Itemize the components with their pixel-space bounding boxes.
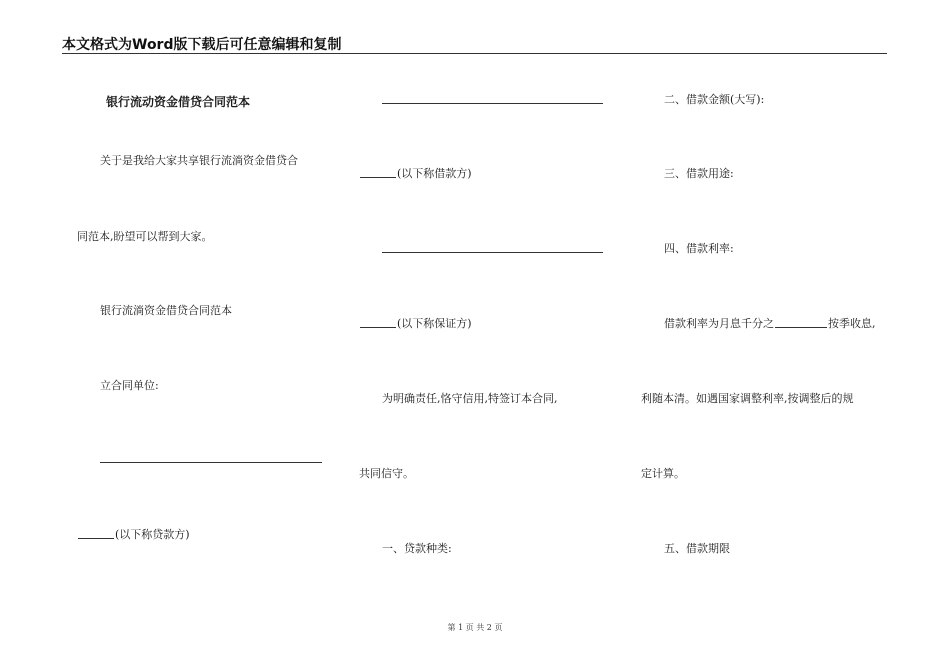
borrower-name-blank-line (382, 103, 603, 104)
borrower-blank (360, 176, 396, 178)
contract-subtitle: 银行流淌资金借贷合同范本 (100, 304, 232, 317)
clause-loan-rate: 四、借款利率: (664, 242, 734, 255)
contract-unit-blank-line (100, 462, 322, 463)
guarantor-name-blank-line (382, 252, 603, 253)
borrower-line (359, 168, 472, 179)
purpose-line-2: 共同信守。 (359, 467, 414, 480)
lender-label: (以下称贷款方) (115, 528, 190, 541)
guarantor-line (359, 318, 472, 329)
rate-line-1 (664, 318, 876, 329)
clause-loan-type: 一、贷款种类: (382, 542, 452, 555)
guarantor-blank (360, 326, 396, 328)
rate-line-2: 利随本清。如遇国家调整利率,按调整后的规 (641, 392, 854, 405)
intro-paragraph-line-1: 关于是我给大家共享银行流淌资金借贷合 (100, 154, 298, 167)
document-title: 银行流动资金借贷合同范本 (106, 95, 251, 109)
borrower-label: (以下称借款方) (397, 167, 472, 180)
lender-line (77, 529, 190, 540)
clause-loan-amount: 二、借款金额(大写): (664, 93, 765, 106)
clause-loan-purpose: 三、借款用途: (664, 167, 734, 180)
document-header-title: 本文格式为Word版下载后可任意编辑和复制 (62, 37, 342, 53)
guarantor-label: (以下称保证方) (397, 317, 472, 330)
lender-blank (78, 537, 114, 539)
rate-line-1-start: 借款利率为月息千分之 (664, 317, 774, 330)
rate-line-1-end: 按季收息, (828, 317, 876, 330)
purpose-line-1: 为明确责任,恪守信用,特签订本合同, (382, 392, 558, 405)
rate-line-3: 定计算。 (641, 467, 685, 480)
header-divider (62, 53, 887, 54)
intro-paragraph-line-2: 同范本,盼望可以帮到大家。 (77, 230, 213, 243)
page-number-footer: 第 1 页 共 2 页 (447, 623, 503, 632)
rate-blank (775, 326, 827, 328)
contract-unit-label: 立合同单位: (100, 379, 159, 392)
clause-loan-term: 五、借款期限 (664, 542, 730, 555)
